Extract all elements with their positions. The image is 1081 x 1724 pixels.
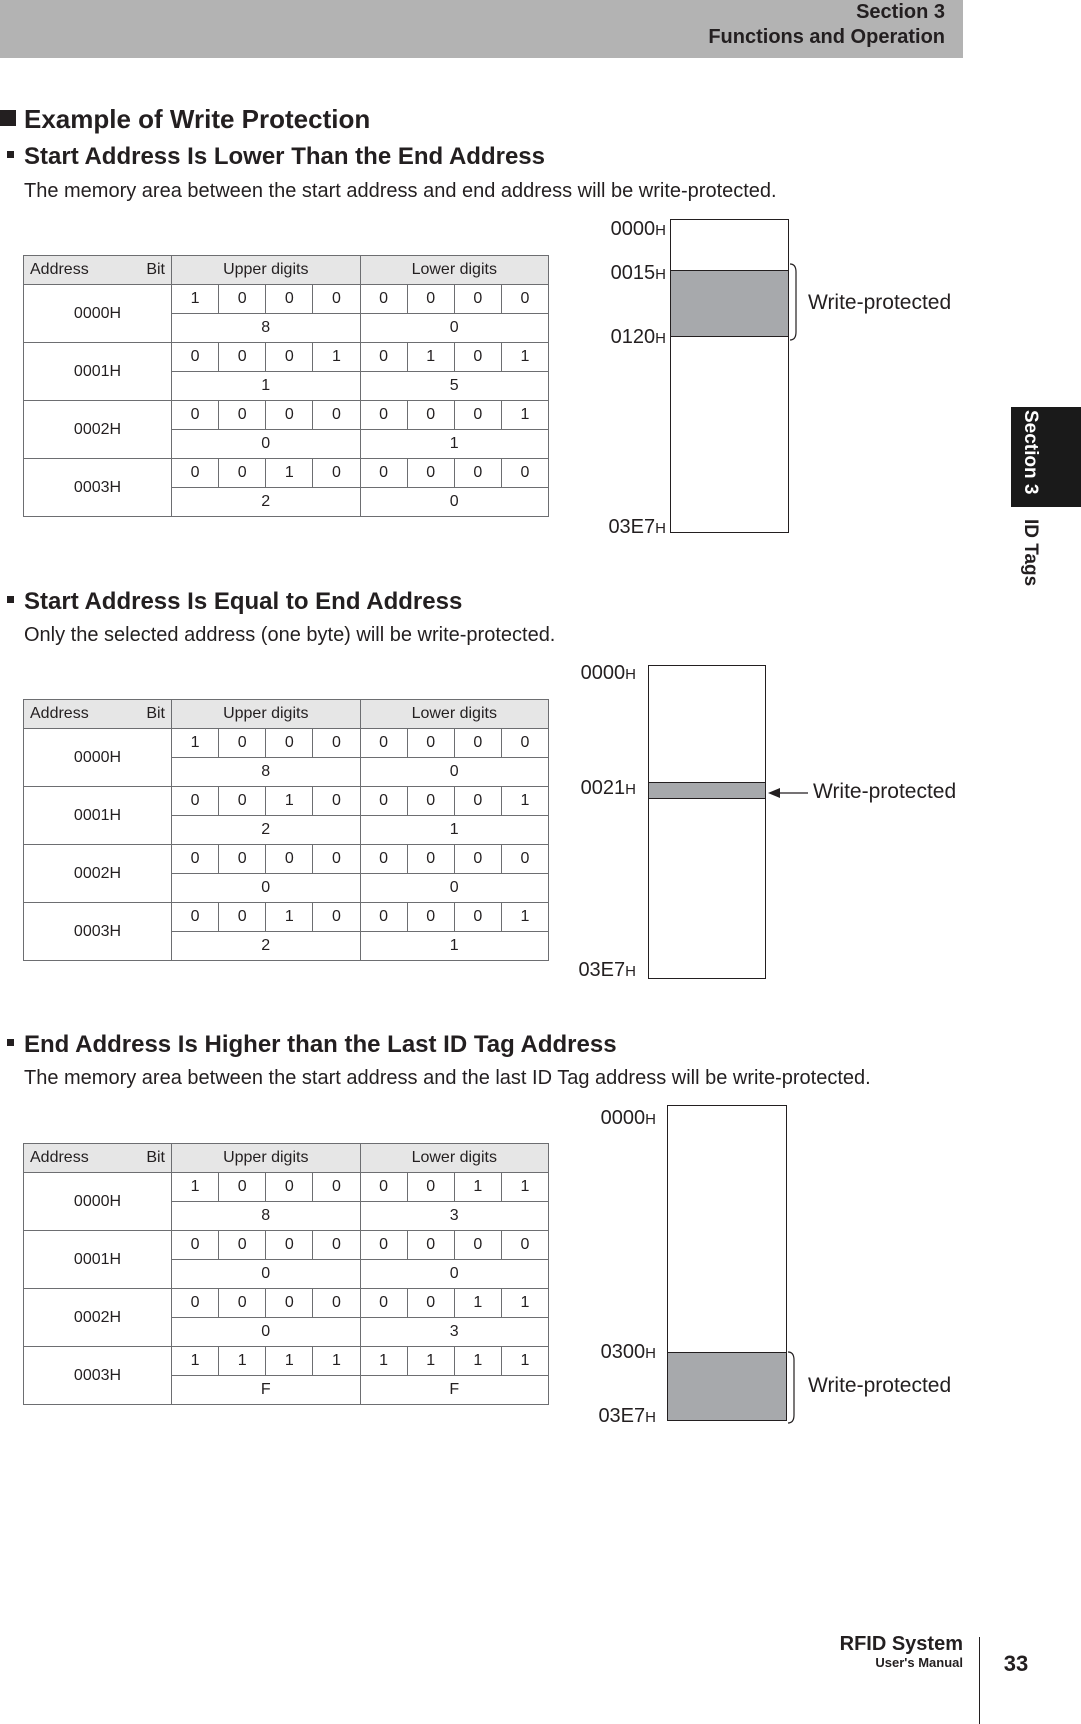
header-section: Section 3: [856, 1, 945, 23]
write-protected-label-3: Write-protected: [808, 1374, 952, 1397]
bit-row: [24, 1347, 549, 1376]
side-tab-section: Section 3: [1020, 410, 1041, 495]
bit-cell: 0: [266, 1289, 313, 1318]
page-number: 33: [1003, 1651, 1029, 1676]
protected-area-1: [671, 270, 788, 337]
bit-cell: 0: [313, 787, 360, 816]
page-title-text: Example of Write Protection: [24, 104, 371, 134]
bit-row: [24, 401, 549, 430]
bit-cell: 0: [219, 1231, 266, 1260]
bit-cell: 0: [407, 1231, 454, 1260]
lower-digits-header: Lower digits: [360, 256, 549, 285]
bit-cell: 0: [454, 459, 501, 488]
bit-cell: 0: [407, 845, 454, 874]
lower-hex-cell: 0: [360, 874, 549, 903]
example-3-bit-table: [23, 1143, 549, 1405]
bit-cell: 0: [407, 1173, 454, 1202]
lower-hex-cell: 3: [360, 1202, 549, 1231]
page-header-text: [708, 0, 945, 50]
bit-cell: 0: [360, 845, 407, 874]
bit-cell: 1: [501, 1289, 548, 1318]
small-bullet-icon: [7, 1039, 14, 1046]
bit-cell: 0: [501, 729, 548, 758]
table-header-row: [24, 1144, 549, 1173]
footer-product: RFID System: [839, 1633, 963, 1655]
address-cell: 0003H: [24, 903, 172, 961]
bit-cell: 1: [266, 787, 313, 816]
protected-area-2: [649, 782, 765, 799]
bit-cell: 0: [407, 1289, 454, 1318]
upper-hex-cell: 0: [172, 1260, 361, 1289]
bit-cell: 0: [266, 401, 313, 430]
bit-cell: 0: [313, 1231, 360, 1260]
bit-cell: 0: [266, 285, 313, 314]
bit-cell: 0: [407, 903, 454, 932]
upper-hex-cell: 8: [172, 1202, 361, 1231]
bit-cell: 1: [172, 1173, 219, 1202]
bit-cell: 0: [219, 787, 266, 816]
bit-cell: 0: [313, 285, 360, 314]
bit-cell: 0: [266, 343, 313, 372]
example-1-heading: [7, 143, 545, 171]
lower-hex-cell: 3: [360, 1318, 549, 1347]
bit-cell: 0: [454, 343, 501, 372]
bit-cell: 0: [313, 903, 360, 932]
upper-hex-cell: 0: [172, 430, 361, 459]
bit-cell: 0: [219, 343, 266, 372]
bit-cell: 0: [360, 1289, 407, 1318]
bit-cell: 0: [172, 787, 219, 816]
bit-cell: 0: [313, 1173, 360, 1202]
mem-label-protect-start: 0300H: [600, 1341, 656, 1363]
brace-icon: [788, 262, 810, 342]
bit-cell: 0: [360, 729, 407, 758]
lower-hex-cell: 0: [360, 758, 549, 787]
lower-hex-cell: 0: [360, 488, 549, 517]
side-tab-topic: ID Tags: [1020, 519, 1041, 587]
bit-cell: 1: [454, 1173, 501, 1202]
bit-cell: 0: [454, 401, 501, 430]
bit-cell: 0: [454, 845, 501, 874]
bit-row: [24, 787, 549, 816]
bit-cell: 1: [360, 1347, 407, 1376]
bit-cell: 0: [172, 343, 219, 372]
bit-cell: 1: [266, 459, 313, 488]
memory-map-2: [648, 665, 766, 979]
address-cell: 0003H: [24, 1347, 172, 1405]
page-header-bar: [0, 0, 963, 58]
bit-cell: 1: [172, 1347, 219, 1376]
bit-cell: 0: [219, 845, 266, 874]
upper-hex-cell: 8: [172, 758, 361, 787]
table-header-row: [24, 256, 549, 285]
lower-hex-cell: 1: [360, 816, 549, 845]
bit-cell: 1: [407, 1347, 454, 1376]
mem-label-start: 0000H: [600, 1107, 656, 1129]
bit-cell: 1: [313, 343, 360, 372]
address-bit-header: Address Bit: [24, 1144, 172, 1173]
footer-divider: [979, 1637, 980, 1724]
bit-cell: 0: [360, 1231, 407, 1260]
example-3-heading-text: End Address Is Higher than the Last ID Tag Address: [24, 1031, 617, 1058]
address-bit-header: Address Bit: [24, 256, 172, 285]
write-protected-label-2: Write-protected: [813, 780, 957, 803]
address-cell: 0000H: [24, 1173, 172, 1231]
lower-hex-cell: 1: [360, 932, 549, 961]
bit-cell: 0: [360, 401, 407, 430]
upper-hex-cell: F: [172, 1376, 361, 1405]
bit-cell: 1: [501, 903, 548, 932]
example-1-description: The memory area between the start address and end address will be write-protected.: [24, 180, 777, 202]
mem-label-protect-end: 0120H: [610, 326, 666, 348]
address-cell: 0000H: [24, 285, 172, 343]
small-bullet-icon: [7, 596, 14, 603]
arrow-left-icon: [766, 783, 810, 803]
bit-cell: 0: [407, 459, 454, 488]
table-header-row: [24, 700, 549, 729]
bit-cell: 0: [219, 401, 266, 430]
mem-label-start: 0000H: [610, 218, 666, 240]
bit-cell: 0: [454, 1231, 501, 1260]
mem-label-end: 03E7H: [608, 516, 666, 538]
bit-row: [24, 845, 549, 874]
bit-cell: 1: [501, 1347, 548, 1376]
address-bit-header: Address Bit: [24, 700, 172, 729]
bit-cell: 1: [501, 343, 548, 372]
bit-cell: 1: [313, 1347, 360, 1376]
mem-label-protect: 0021H: [580, 777, 636, 799]
bit-cell: 0: [360, 343, 407, 372]
bit-cell: 0: [360, 903, 407, 932]
bit-cell: 0: [360, 285, 407, 314]
address-cell: 0002H: [24, 1289, 172, 1347]
lower-hex-cell: 0: [360, 314, 549, 343]
bit-cell: 0: [407, 401, 454, 430]
bit-cell: 0: [501, 459, 548, 488]
bit-row: [24, 1173, 549, 1202]
bit-cell: 1: [407, 343, 454, 372]
page-title: [0, 104, 370, 135]
bit-cell: 0: [313, 1289, 360, 1318]
lower-hex-cell: 1: [360, 430, 549, 459]
bit-cell: 0: [360, 459, 407, 488]
upper-hex-cell: 2: [172, 488, 361, 517]
lower-hex-cell: 5: [360, 372, 549, 401]
bit-cell: 0: [360, 787, 407, 816]
bit-cell: 1: [172, 729, 219, 758]
bit-cell: 0: [501, 1231, 548, 1260]
bit-row: [24, 729, 549, 758]
memory-map-1: [670, 219, 789, 533]
footer-title: [840, 1633, 963, 1671]
square-bullet-icon: [0, 110, 16, 126]
bit-cell: 0: [172, 1289, 219, 1318]
bit-cell: 0: [454, 903, 501, 932]
bit-row: [24, 1289, 549, 1318]
example-2-bit-table: [23, 699, 549, 961]
bit-cell: 0: [454, 787, 501, 816]
bit-cell: 0: [313, 459, 360, 488]
bit-cell: 0: [454, 285, 501, 314]
upper-digits-header: Upper digits: [172, 1144, 361, 1173]
bit-cell: 0: [360, 1173, 407, 1202]
address-cell: 0001H: [24, 1231, 172, 1289]
lower-hex-cell: 0: [360, 1260, 549, 1289]
upper-digits-header: Upper digits: [172, 700, 361, 729]
example-1-heading-text: Start Address Is Lower Than the End Address: [24, 143, 545, 170]
bit-cell: 0: [172, 903, 219, 932]
bit-cell: 0: [313, 729, 360, 758]
bit-cell: 1: [266, 1347, 313, 1376]
address-cell: 0001H: [24, 787, 172, 845]
example-3-heading: [7, 1031, 617, 1059]
address-cell: 0002H: [24, 845, 172, 903]
bit-cell: 0: [266, 1231, 313, 1260]
bit-cell: 0: [266, 1173, 313, 1202]
bit-cell: 0: [219, 459, 266, 488]
bit-row: [24, 343, 549, 372]
bit-cell: 0: [219, 1173, 266, 1202]
bit-cell: 0: [219, 729, 266, 758]
bit-cell: 1: [266, 903, 313, 932]
protected-area-3: [668, 1352, 786, 1420]
address-cell: 0001H: [24, 343, 172, 401]
brace-icon: [786, 1350, 808, 1425]
bit-cell: 0: [172, 459, 219, 488]
mem-label-end: 03E7H: [598, 1405, 656, 1427]
upper-hex-cell: 0: [172, 1318, 361, 1347]
bit-cell: 0: [219, 903, 266, 932]
footer-manual: User's Manual: [875, 1655, 963, 1670]
address-cell: 0002H: [24, 401, 172, 459]
bit-cell: 0: [407, 285, 454, 314]
bit-cell: 1: [172, 285, 219, 314]
example-2-heading: [7, 588, 462, 616]
lower-digits-header: Lower digits: [360, 1144, 549, 1173]
bit-cell: 0: [266, 845, 313, 874]
example-2-heading-text: Start Address Is Equal to End Address: [24, 588, 463, 615]
bit-cell: 0: [407, 729, 454, 758]
example-2-description: Only the selected address (one byte) will be write-protected.: [24, 624, 556, 646]
bit-cell: 0: [313, 401, 360, 430]
bit-cell: 0: [172, 1231, 219, 1260]
mem-label-end: 03E7H: [578, 959, 636, 981]
bit-row: [24, 1231, 549, 1260]
header-chapter: Functions and Operation: [708, 26, 945, 48]
example-3-description: The memory area between the start address and the last ID Tag address will be write-protected.: [24, 1067, 871, 1089]
bit-cell: 1: [219, 1347, 266, 1376]
upper-hex-cell: 0: [172, 874, 361, 903]
bit-cell: 0: [501, 285, 548, 314]
upper-hex-cell: 8: [172, 314, 361, 343]
bit-cell: 1: [501, 787, 548, 816]
lower-digits-header: Lower digits: [360, 700, 549, 729]
bit-cell: 0: [219, 1289, 266, 1318]
bit-cell: 0: [313, 845, 360, 874]
bit-cell: 0: [219, 285, 266, 314]
mem-label-protect-start: 0015H: [610, 262, 666, 284]
write-protected-label-1: Write-protected: [808, 291, 952, 314]
upper-hex-cell: 2: [172, 932, 361, 961]
bit-row: [24, 903, 549, 932]
lower-hex-cell: F: [360, 1376, 549, 1405]
small-bullet-icon: [7, 151, 14, 158]
bit-cell: 1: [454, 1289, 501, 1318]
address-cell: 0000H: [24, 729, 172, 787]
bit-row: [24, 459, 549, 488]
upper-hex-cell: 2: [172, 816, 361, 845]
bit-cell: 1: [501, 401, 548, 430]
bit-cell: 0: [501, 845, 548, 874]
memory-map-3: [667, 1105, 787, 1421]
bit-cell: 1: [501, 1173, 548, 1202]
upper-hex-cell: 1: [172, 372, 361, 401]
bit-cell: 0: [172, 845, 219, 874]
example-1-bit-table: [23, 255, 549, 517]
bit-cell: 1: [454, 1347, 501, 1376]
bit-cell: 0: [172, 401, 219, 430]
bit-row: [24, 285, 549, 314]
upper-digits-header: Upper digits: [172, 256, 361, 285]
bit-cell: 0: [454, 729, 501, 758]
address-cell: 0003H: [24, 459, 172, 517]
bit-cell: 0: [266, 729, 313, 758]
bit-cell: 0: [407, 787, 454, 816]
mem-label-start: 0000H: [580, 662, 636, 684]
